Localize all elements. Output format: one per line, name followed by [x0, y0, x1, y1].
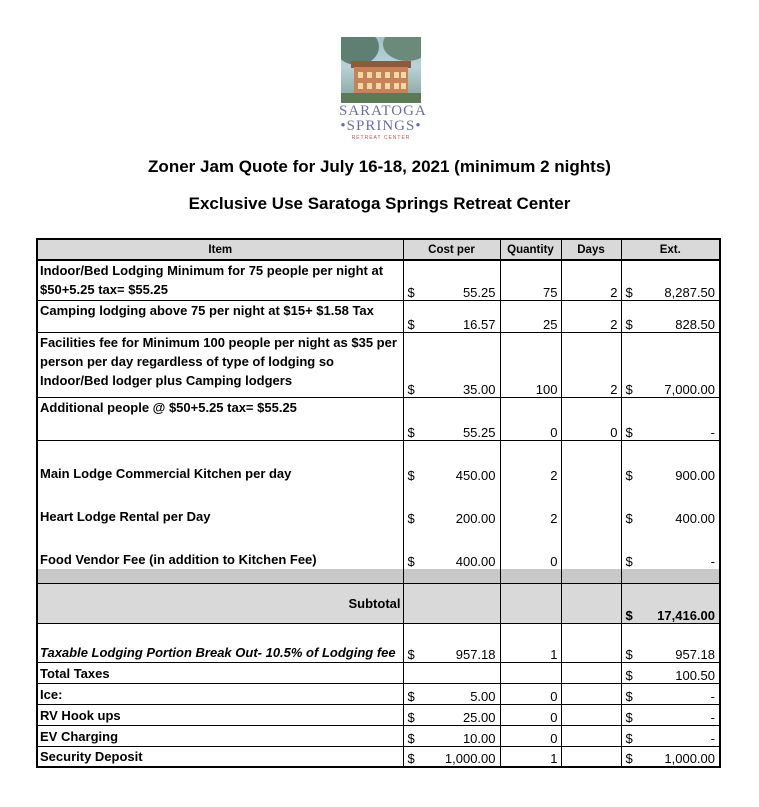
row-cost: 200.00	[455, 511, 496, 526]
retreat-center-logo	[339, 37, 427, 143]
subtotal-row: Subtotal $ 17,416.00	[37, 583, 720, 623]
extra-qty: 0	[500, 725, 561, 746]
row-days: 2	[561, 260, 621, 300]
extra-item: EV Charging	[37, 725, 403, 746]
row-item: Main Lodge Commercial Kitchen per day	[37, 440, 403, 483]
quote-table	[36, 238, 721, 768]
table-row: Heart Lodge Rental per Day $ 200.00 2 $ 400.00	[37, 483, 720, 526]
row-ext: 400.00	[675, 511, 715, 526]
header-cost-per: Cost per	[403, 239, 500, 260]
extra-qty: 0	[500, 683, 561, 704]
row-qty: 2	[500, 440, 561, 483]
table-row: Food Vendor Fee (in addition to Kitchen Fee) $ 400.00 0 $ -	[37, 526, 720, 569]
table-row: Additional people @ $50+5.25 tax= $55.25 $ 55.25 0 0 $ -	[37, 397, 720, 440]
row-cost: 400.00	[455, 554, 496, 569]
extra-ext: 1,000.00	[664, 751, 715, 766]
extra-ext: -	[710, 730, 715, 746]
header-ext: Ext.	[621, 239, 720, 260]
row-ext: 8,287.50	[664, 284, 715, 300]
row-days	[561, 483, 621, 526]
separator-row	[37, 569, 720, 583]
page-title: Zoner Jam Quote for July 16-18, 2021 (minimum 2 nights)	[148, 157, 611, 176]
extra-item: RV Hook ups	[37, 704, 403, 725]
table-row: Camping lodging above 75 per night at $15+ $1.58 Tax $ 16.57 25 2 $ 828.50	[37, 300, 720, 332]
row-ext: 900.00	[675, 468, 715, 483]
header-quantity: Quantity	[500, 239, 561, 260]
row-days: 2	[561, 300, 621, 332]
taxable-ext: 957.18	[675, 646, 715, 662]
row-item: Additional people @ $50+5.25 tax= $55.25	[37, 397, 403, 440]
row-qty: 2	[500, 483, 561, 526]
extra-cost: 10.00	[462, 730, 496, 746]
extra-cost: 1,000.00	[444, 751, 496, 766]
row-days	[561, 526, 621, 569]
row-qty: 75	[500, 260, 561, 300]
row-ext: 828.50	[675, 316, 715, 332]
extra-cost: 5.00	[470, 688, 496, 704]
row-cost: 16.57	[462, 316, 496, 332]
taxable-qty: 1	[500, 641, 561, 662]
subtotal-label: Subtotal	[37, 583, 403, 623]
row-days: 0	[561, 397, 621, 440]
row-cost: 35.00	[462, 381, 496, 397]
row-item: Food Vendor Fee (in addition to Kitchen Fee)	[37, 526, 403, 569]
table-row: EV Charging $ 10.00 0 $ -	[37, 725, 720, 746]
page-subtitle: Exclusive Use Saratoga Springs Retreat Center	[188, 194, 571, 213]
row-qty: 100	[500, 332, 561, 397]
row-qty: 25	[500, 300, 561, 332]
row-ext: -	[710, 554, 715, 569]
subtotal-value: 17,416.00	[657, 607, 715, 623]
taxable-item: Taxable Lodging Portion Break Out- 10.5% of Lodging fee	[37, 641, 403, 662]
row-ext: 7,000.00	[664, 381, 715, 397]
row-qty: 0	[500, 526, 561, 569]
extra-ext: -	[710, 709, 715, 725]
row-item: Facilities fee for Minimum 100 people per night as $35 per person per day regardless of type of lodging so Indoor/Bed lodger plus Camping lodgers	[37, 332, 403, 397]
row-days: 2	[561, 332, 621, 397]
table-row: Main Lodge Commercial Kitchen per day $ 450.00 2 $ 900.00	[37, 440, 720, 483]
extra-ext: -	[710, 688, 715, 704]
total-taxes-row: Total Taxes $ 100.50	[37, 662, 720, 683]
row-qty: 0	[500, 397, 561, 440]
table-row: RV Hook ups $ 25.00 0 $ -	[37, 704, 720, 725]
extra-qty: 0	[500, 704, 561, 725]
extra-qty: 1	[500, 746, 561, 767]
table-row: Facilities fee for Minimum 100 people per night as $35 per person per day regardless of type of lodging so Indoor/Bed lodger plus Camping lodgers $ 35.00 100 2 $ 7,000.00	[37, 332, 720, 397]
table-row: Security Deposit $ 1,000.00 1 $ 1,000.00	[37, 746, 720, 767]
logo-tagline: RETREAT CENTER	[351, 135, 411, 141]
row-item: Heart Lodge Rental per Day	[37, 483, 403, 526]
row-ext: -	[710, 424, 715, 440]
total-taxes-value: 100.50	[675, 667, 715, 683]
lodge-illustration	[341, 37, 421, 103]
row-item: Camping lodging above 75 per night at $15+ $1.58 Tax	[37, 300, 403, 332]
blank-row	[37, 623, 720, 641]
header-days: Days	[561, 239, 621, 260]
row-cost: 55.25	[462, 424, 496, 440]
extra-cost: 25.00	[462, 709, 496, 725]
extra-item: Security Deposit	[37, 746, 403, 767]
row-cost: 450.00	[455, 468, 496, 483]
extra-item: Ice:	[37, 683, 403, 704]
row-item: Indoor/Bed Lodging Minimum for 75 people per night at $50+5.25 tax= $55.25	[37, 260, 403, 300]
total-taxes-label: Total Taxes	[37, 662, 403, 683]
taxable-row: Taxable Lodging Portion Break Out- 10.5% of Lodging fee $ 957.18 1 $ 957.18	[37, 641, 720, 662]
taxable-cost: 957.18	[455, 646, 496, 662]
row-days	[561, 440, 621, 483]
logo-name-line1: SARATOGA	[339, 103, 427, 119]
table-row: Indoor/Bed Lodging Minimum for 75 people per night at $50+5.25 tax= $55.25 $ 55.25 75 2 $ 8,287.50	[37, 260, 720, 300]
table-row: Ice: $ 5.00 0 $ -	[37, 683, 720, 704]
header-item: Item	[37, 239, 403, 260]
logo-name-line2: •SPRINGS•	[340, 118, 422, 134]
row-cost: 55.25	[462, 284, 496, 300]
table-header-row	[37, 239, 720, 260]
